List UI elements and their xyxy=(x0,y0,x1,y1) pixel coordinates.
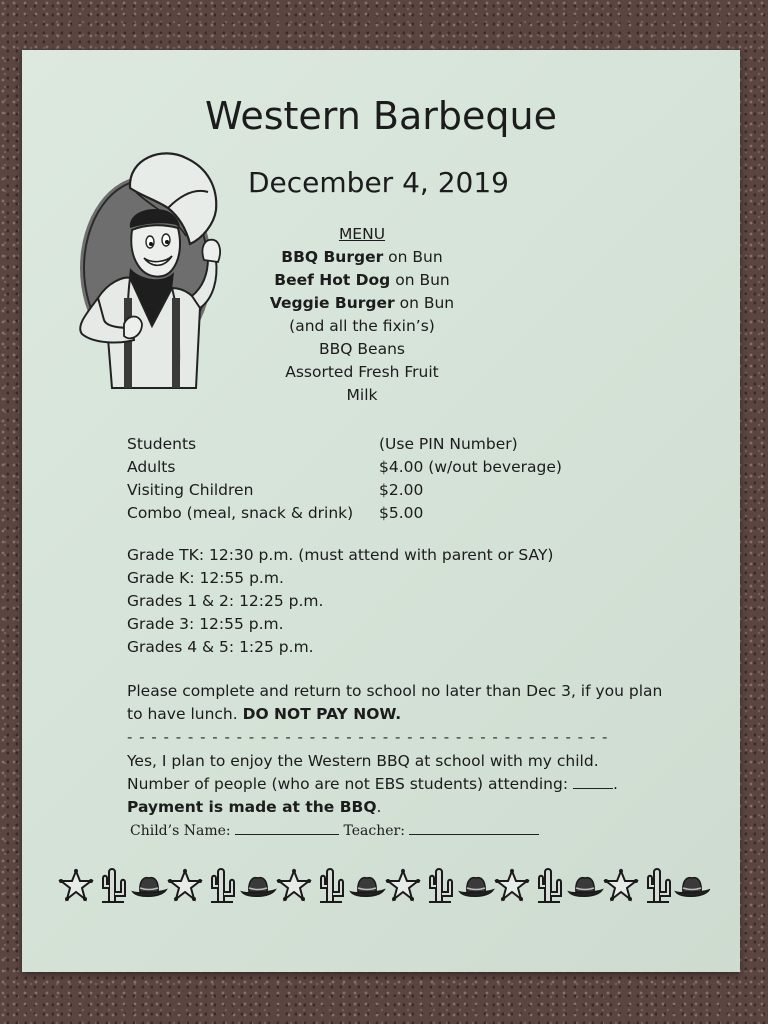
cactus-icon xyxy=(320,869,343,902)
note-line: to have lunch. DO NOT PAY NOW. xyxy=(127,705,402,723)
menu-section xyxy=(262,223,462,407)
flyer-paper xyxy=(22,50,740,972)
cowboy-hat-icon xyxy=(351,878,384,897)
cactus-icon xyxy=(538,869,561,902)
grade-time: Grades 4 & 5: 1:25 p.m. xyxy=(127,638,314,656)
price-label: Visiting Children xyxy=(127,481,254,499)
grade-time: Grades 1 & 2: 12:25 p.m. xyxy=(127,592,324,610)
cactus-icon xyxy=(211,869,234,902)
grade-time: Grade K: 12:55 p.m. xyxy=(127,569,284,587)
teacher-blank xyxy=(409,821,539,835)
menu-item: Milk xyxy=(346,386,378,404)
menu-item: (and all the fixin’s) xyxy=(289,317,435,335)
cowboy-hat-icon xyxy=(242,878,275,897)
price-value: $5.00 xyxy=(379,504,424,522)
rsvp-line: Number of people (who are not EBS students) attending: . xyxy=(127,775,618,793)
grade-time: Grade 3: 12:55 p.m. xyxy=(127,615,284,633)
note-line: Please complete and return to school no later than Dec 3, if you plan xyxy=(127,682,663,700)
sheriff-star-icon xyxy=(168,869,202,901)
menu-item: BBQ Burger on Bun xyxy=(281,248,443,266)
attendee-count-blank xyxy=(573,774,613,789)
flyer-title: Western Barbeque xyxy=(205,94,557,138)
sheriff-star-icon xyxy=(604,869,638,901)
event-date: December 4, 2019 xyxy=(248,166,509,199)
cactus-icon xyxy=(429,869,452,902)
price-label: Adults xyxy=(127,458,176,476)
name-teacher-line xyxy=(130,821,539,839)
payment-note: Payment is made at the BBQ. xyxy=(127,798,382,816)
price-value: $2.00 xyxy=(379,481,424,499)
western-border xyxy=(58,866,710,906)
cowboy-hat-icon xyxy=(133,878,166,897)
menu-item: Assorted Fresh Fruit xyxy=(285,363,439,381)
cowboy-clipart-icon xyxy=(68,148,228,393)
sheriff-star-icon xyxy=(277,869,311,901)
cowboy-hat-icon xyxy=(676,878,709,897)
grade-time: Grade TK: 12:30 p.m. (must attend with parent or SAY) xyxy=(127,546,554,564)
grade-schedule xyxy=(127,544,553,659)
rsvp-line: Yes, I plan to enjoy the Western BBQ at school with my child. xyxy=(127,752,599,770)
cut-line-divider: - - - - - - - - - - - - - - - - - - - - - - - - - - - - - - - - - - - - - - - - xyxy=(127,728,609,746)
price-value: (Use PIN Number) xyxy=(379,435,518,453)
sheriff-star-icon xyxy=(386,869,420,901)
cowboy-hat-icon xyxy=(460,878,493,897)
sheriff-star-icon xyxy=(495,869,529,901)
cactus-icon xyxy=(647,869,670,902)
menu-item: Veggie Burger on Bun xyxy=(269,294,455,312)
cactus-icon xyxy=(102,869,125,902)
child-name-blank xyxy=(235,821,339,835)
return-note xyxy=(127,680,662,726)
sheriff-star-icon xyxy=(59,869,93,901)
menu-item: Beef Hot Dog on Bun xyxy=(274,271,450,289)
price-label: Students xyxy=(127,435,197,453)
child-name-label: Child’s Name: xyxy=(130,823,231,839)
price-label: Combo (meal, snack & drink) xyxy=(127,504,354,522)
rsvp-form xyxy=(127,750,618,819)
price-value: $4.00 (w/out beverage) xyxy=(379,458,562,476)
menu-item: BBQ Beans xyxy=(319,340,405,358)
menu-heading: MENU xyxy=(338,225,386,243)
cowboy-hat-icon xyxy=(569,878,602,897)
teacher-label: Teacher: xyxy=(343,823,405,839)
